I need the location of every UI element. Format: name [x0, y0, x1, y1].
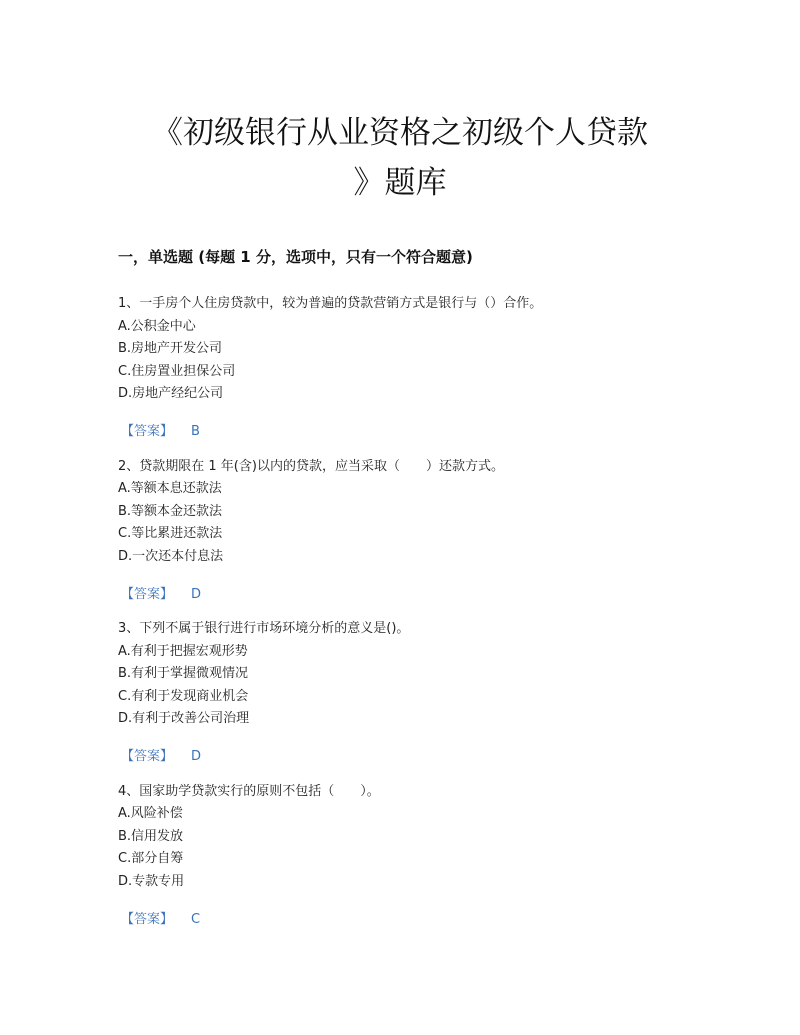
answer-line [121, 421, 200, 443]
option-c: C.部分自筹 [118, 851, 184, 866]
question-list [118, 293, 718, 943]
answer-label: 【答案】 [121, 586, 174, 602]
option-d: D.一次还本付息法 [118, 548, 224, 564]
option-b: B.等额本金还款法 [118, 503, 223, 519]
answer-line [121, 909, 200, 931]
document-title [100, 108, 700, 208]
question-1 [118, 293, 718, 456]
answer-label: 【答案】 [121, 749, 174, 764]
option-a: A.有利于把握宏观形势 [118, 643, 248, 659]
option-b: B.有利于掌握微观情况 [118, 666, 249, 681]
answer-value: C [191, 911, 201, 927]
option-d: D.房地产经纪公司 [118, 386, 224, 401]
question-stem: 3、下列不属于银行进行市场环境分析的意义是()。 [118, 621, 410, 636]
answer-value: D [191, 749, 202, 764]
answer-label: 【答案】 [121, 911, 174, 927]
answer-label: 【答案】 [121, 424, 174, 439]
section-heading: 一，单选题 (每题 1 分，选项中，只有一个符合题意) [118, 248, 473, 266]
option-b: B.信用发放 [118, 828, 184, 844]
question-stem: 4、国家助学贷款实行的原则不包括（ ）。 [118, 783, 380, 799]
option-b: B.房地产开发公司 [118, 341, 223, 356]
option-a: A.公积金中心 [118, 318, 196, 334]
question-2 [118, 456, 718, 619]
option-c: C.等比累进还款法 [118, 526, 223, 541]
option-c: C.有利于发现商业机会 [118, 688, 249, 704]
option-c: C.住房置业担保公司 [118, 363, 236, 379]
question-stem: 2、贷款期限在 1 年(含)以内的贷款，应当采取（ ）还款方式。 [118, 458, 504, 474]
answer-value: B [191, 424, 200, 439]
question-4 [118, 781, 718, 944]
option-a: A.等额本息还款法 [118, 481, 222, 496]
question-stem: 1、一手房个人住房贷款中，较为普遍的贷款营销方式是银行与（）合作。 [118, 296, 543, 311]
option-a: A.风险补偿 [118, 806, 183, 821]
answer-line [121, 746, 201, 768]
answer-line [121, 584, 201, 606]
title-line-1: 《初级银行从业资格之初级个人贷款 [152, 115, 648, 151]
option-d: D.专款专用 [118, 873, 185, 889]
title-line-2: 》题库 [353, 165, 447, 201]
answer-value: D [191, 586, 202, 602]
option-d: D.有利于改善公司治理 [118, 711, 250, 726]
question-3 [118, 618, 718, 781]
